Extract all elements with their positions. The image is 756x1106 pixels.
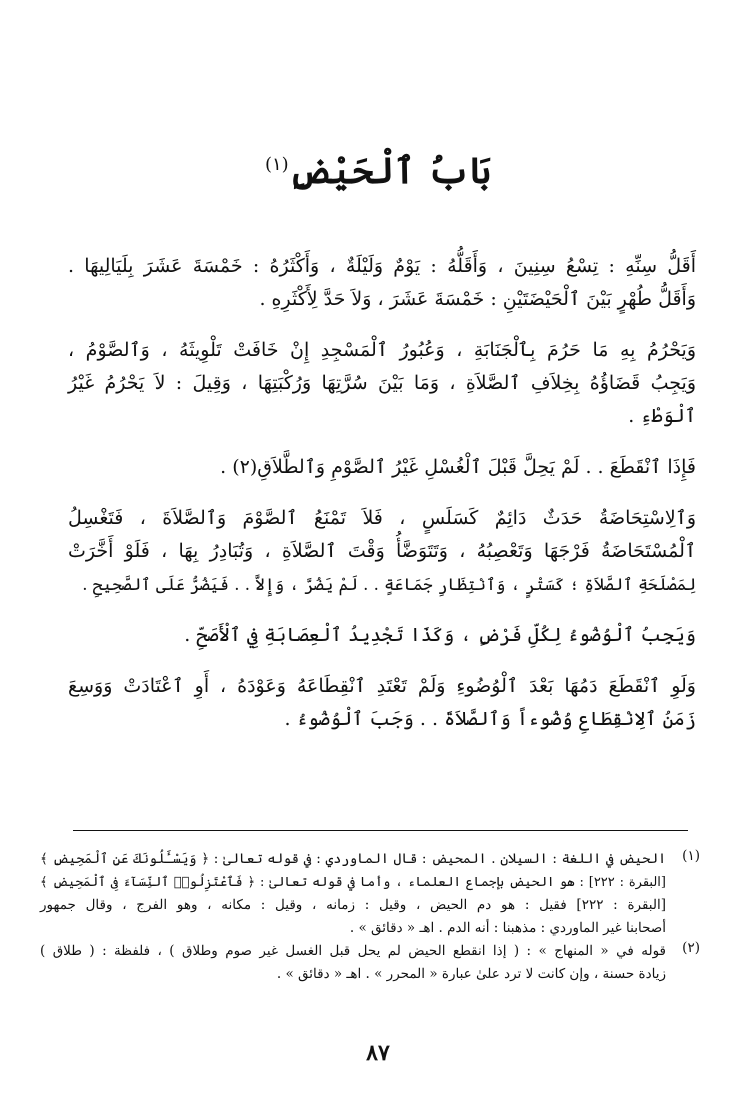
text-line: وَلَوِ ٱنْقَطَعَ دَمُهَا بَعْدَ ٱلْوُضُوءِ وَلَمْ تَعْتَدِ ٱنْقِطَاعَهُ وَعَوْدَهُ ، أَوِ ٱعْتَادَتْ وَوَسِعَ [68,675,696,697]
text-line: وَيَجِبُ ٱلْوُضُوءُ لِكُلِّ فَرْضٍ ، وَكَذَا تَجْدِيدُ ٱلْعِصَابَةِ فِي ٱلْأَصَحِّ . [184,624,696,646]
text-line: وَأَقَلُّ طُهْرٍ بَيْنَ ٱلْحَيْضَتَيْنِ : خَمْسَةَ عَشَرَ ، وَلاَ حَدَّ لِأَكْثَرِهِ . [259,288,696,310]
footnote-number: (٢) [682,940,700,956]
footnote-1 [40,848,700,940]
footnote-line: [البقرة : ٢٢٢] : هو الحيض بإجماع العلماء ، وأما في قوله تعالىٰ : ﴿ فَٱعْتَزِلُوا۟ ٱلنِّسَآءَ فِى ٱلْمَحِيضِ ﴾ [40,875,666,890]
text-line: لِمَصْلَحَةِ ٱلصَّلاَةِ ؛ كَسَتْرٍ ، وَٱنْتِظَارِ جَمَاعَةٍ . . لَمْ يَضُرَّ ، وَإِلاَّ . . فَيَضُرُّ عَلَى ٱلصَّحِيحِ . [82,575,696,594]
footnote-line: قوله في « المنهاج » : ( إذا انقطع الحيض لم يحل قبل الغسل غير صوم وطلاق ) ، فلفظة : ( طلاق ) [40,943,666,959]
footnote-2 [40,940,700,986]
footnote-number: (١) [682,848,700,864]
text-line: ٱلْمُسْتَحَاضَةُ فَرْجَهَا وَتَعْصِبُهُ ، وَتَتَوَضَّأُ وَقْتَ ٱلصَّلاَةِ ، وَتُبَادِرُ بِهَا ، فَلَوْ أَخَّرَتْ [68,540,696,562]
chapter-title-note-ref: (١) [264,154,289,175]
paragraph-duration [68,250,696,316]
footnote-line: [البقرة : ٢٢٢] فقيل : هو دم الحيض ، وقيل : زمانه ، وقيل : مكانه ، وهو الفرج ، وقال جمهور [40,897,666,913]
text-line: زَمَنُ ٱلِانْقِطَاعِ وُضُوءاً وَٱلصَّلاَةَ . . وَجَبَ ٱلْوُضُوءُ . [284,708,696,730]
footnotes [40,848,700,986]
paragraph-istihadah [68,502,696,601]
paragraph-wudu [68,619,696,652]
text-line: وَيَحْرُمُ بِهِ مَا حَرُمَ بِٱلْجَنَابَةِ ، وَعُبُورُ ٱلْمَسْجِدِ إِنْ خَافَتْ تَلْوِيثَهُ ، وَٱلصَّوْمُ ، [68,339,696,361]
text-line: أَقَلُّ سِنِّهِ : تِسْعُ سِنِينَ ، وَأَقَلُّهُ : يَوْمٌ وَلَيْلَةٌ ، وَأَكْثَرُهُ : خَمْسَةَ عَشَرَ بِلَيَالِيهَا . [68,255,696,277]
text-line: فَإِذَا ٱنْقَطَعَ . . لَمْ يَحِلَّ قَبْلَ ٱلْغُسْلِ غَيْرُ ٱلصَّوْمِ وَٱلطَّلاَقِ(٢) . [220,456,696,478]
paragraph-interruption [68,670,696,736]
footnote-line: الحيض في اللغة : السيلان . المحيض : قال الماوردي : في قوله تعالىٰ : ﴿ وَيَسْـَٔلُونَكَ عَنِ ٱلْمَحِيضِ ﴾ [40,851,666,867]
page-number: ٨٧ [366,1040,390,1066]
footnote-divider [73,830,688,831]
text-line: وَٱلِاسْتِحَاضَةُ حَدَثٌ دَائِمٌ كَسَلَسٍ ، فَلاَ تَمْنَعُ ٱلصَّوْمَ وَٱلصَّلاَةَ ، فَتَغْسِلُ [68,507,696,529]
chapter-title [0,150,756,192]
text-line: ٱلْوَطْءِ . [628,405,696,427]
footnote-line: أصحابنا غير الماوردي : مذهبنا : أنه الدم . اهـ « دقائق » . [349,920,666,936]
paragraph-prohibitions [68,334,696,433]
footnote-line: زيادة حسنة ، وإن كانت لا ترد علىٰ عبارة « المحرر » . اهـ « دقائق » . [276,966,666,982]
chapter-title-text: بَابُ ٱلْحَيْضِ [288,150,492,192]
paragraph-cessation [68,451,696,484]
text-line: وَيَجِبُ قَضَاؤُهُ بِخِلاَفِ ٱلصَّلاَةِ ، وَمَا بَيْنَ سُرَّتِهَا وَرُكْبَتِهَا ، وَقِيلَ : لاَ يَحْرُمُ غَيْرُ [68,372,696,394]
main-text [68,250,696,736]
